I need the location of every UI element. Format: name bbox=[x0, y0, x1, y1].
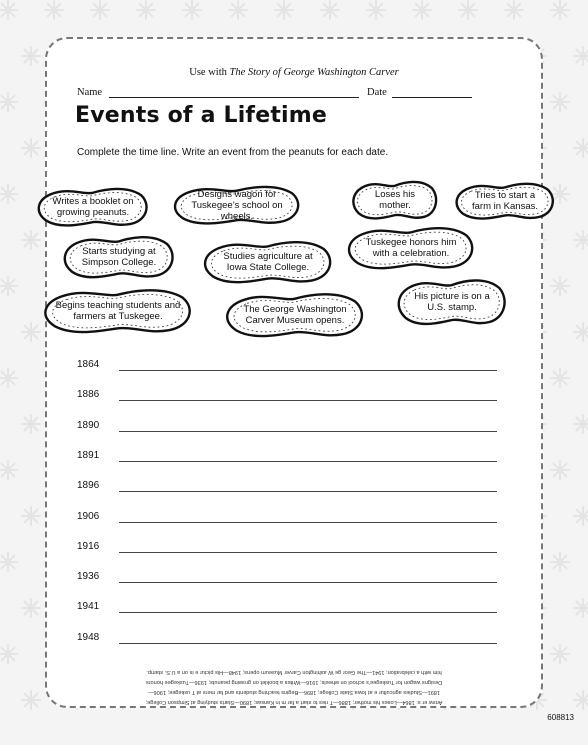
date-label: Date bbox=[367, 87, 387, 98]
peanut-card bbox=[37, 186, 149, 228]
answer-line-field[interactable] bbox=[119, 461, 497, 462]
peanut-text: Designs wagon for Tuskegee’s school on wheels. bbox=[191, 188, 283, 222]
peanut-text: Tries to start a farm in Kansas. bbox=[472, 190, 538, 212]
peanut-card bbox=[63, 234, 175, 280]
worksheet bbox=[45, 37, 543, 708]
timeline-row bbox=[77, 511, 497, 531]
peanut-text: Begins teaching students and farmers at Tuskegee. bbox=[55, 300, 181, 322]
date-field[interactable] bbox=[392, 97, 472, 98]
answer-line: him with a celebration; 1941—The Geor ge W ashington Carver Museum opens; 1948—His pictur e is on a U.S. stamp. bbox=[146, 669, 442, 675]
timeline-year: 1886 bbox=[77, 389, 100, 401]
timeline-year: 1916 bbox=[77, 540, 100, 552]
peanut-text: The George Washington Carver Museum opens. bbox=[243, 304, 347, 326]
use-with-label: Use with bbox=[189, 67, 227, 78]
answer-key bbox=[47, 651, 541, 707]
answer-line-field[interactable] bbox=[119, 431, 497, 432]
timeline-row bbox=[77, 571, 497, 591]
timeline-year: 1864 bbox=[77, 359, 100, 370]
timeline-row bbox=[77, 389, 497, 409]
answer-line-field[interactable] bbox=[119, 552, 497, 553]
answer-line: 1891—Studies agricultur e at Iowa State College; 1896—Begins teaching students and far mers at T uskegee; 1906— bbox=[147, 689, 441, 695]
name-label: Name bbox=[77, 87, 103, 98]
timeline-year: 1891 bbox=[77, 449, 100, 461]
answer-line-field[interactable] bbox=[119, 370, 497, 371]
peanut-card bbox=[225, 291, 365, 339]
timeline-row bbox=[77, 632, 497, 652]
peanut-card bbox=[347, 225, 475, 271]
timeline-year: 1948 bbox=[77, 631, 100, 643]
answer-line-field[interactable] bbox=[119, 643, 497, 644]
peanut-card bbox=[203, 239, 333, 285]
peanut-text: Studies agriculture at Iowa State College. bbox=[223, 251, 313, 273]
timeline-year: 1941 bbox=[77, 601, 100, 613]
timeline-row bbox=[77, 359, 497, 379]
peanut-card bbox=[43, 287, 193, 335]
answer-line-field[interactable] bbox=[119, 522, 497, 523]
timeline-row bbox=[77, 601, 497, 621]
answer-line-field[interactable] bbox=[119, 612, 497, 613]
timeline-year: 1936 bbox=[77, 571, 100, 583]
peanut-card bbox=[397, 277, 507, 327]
peanut-text: Loses his mother. bbox=[374, 189, 416, 211]
peanut-text: Starts studying at Simpson College. bbox=[81, 246, 157, 268]
timeline-row bbox=[77, 541, 497, 561]
timeline-year: 1906 bbox=[77, 510, 100, 522]
timeline-row bbox=[77, 420, 497, 440]
answer-line: Designs wagon for Tuskegee’s school on wheels; 1916—Writes a booklet on growing peanuts; 1936—Tuskegee honors bbox=[145, 679, 443, 685]
book-title: The Story of George Washington Carver bbox=[229, 67, 399, 78]
timeline-row bbox=[77, 450, 497, 470]
peanut-text: Writes a booklet on growing peanuts. bbox=[52, 196, 134, 218]
page-title: Events of a Lifetime bbox=[75, 103, 328, 128]
answer-line-field[interactable] bbox=[119, 400, 497, 401]
peanut-text: Tuskegee honors him with a celebration. bbox=[365, 237, 457, 259]
timeline-year: 1890 bbox=[77, 419, 100, 431]
instructions: Complete the time line. Write an event from the peanuts for each date. bbox=[77, 147, 389, 158]
timeline-row bbox=[77, 480, 497, 500]
answer-line-field[interactable] bbox=[119, 491, 497, 492]
product-code: 608813 bbox=[547, 713, 574, 722]
peanut-card bbox=[352, 179, 438, 221]
answer-line-field[interactable] bbox=[119, 582, 497, 583]
peanut-card bbox=[455, 181, 555, 221]
timeline-year: 1896 bbox=[77, 480, 100, 492]
name-field[interactable] bbox=[109, 97, 359, 98]
peanut-card bbox=[173, 184, 301, 226]
answer-line: Answ er s: 1864—Loses his mother; 1886—T ries to start a far m in Kansas; 1890—Starts studying at Simpson College; bbox=[145, 699, 443, 705]
use-with-line bbox=[47, 67, 541, 78]
peanut-text: His picture is on a U.S. stamp. bbox=[414, 291, 490, 313]
